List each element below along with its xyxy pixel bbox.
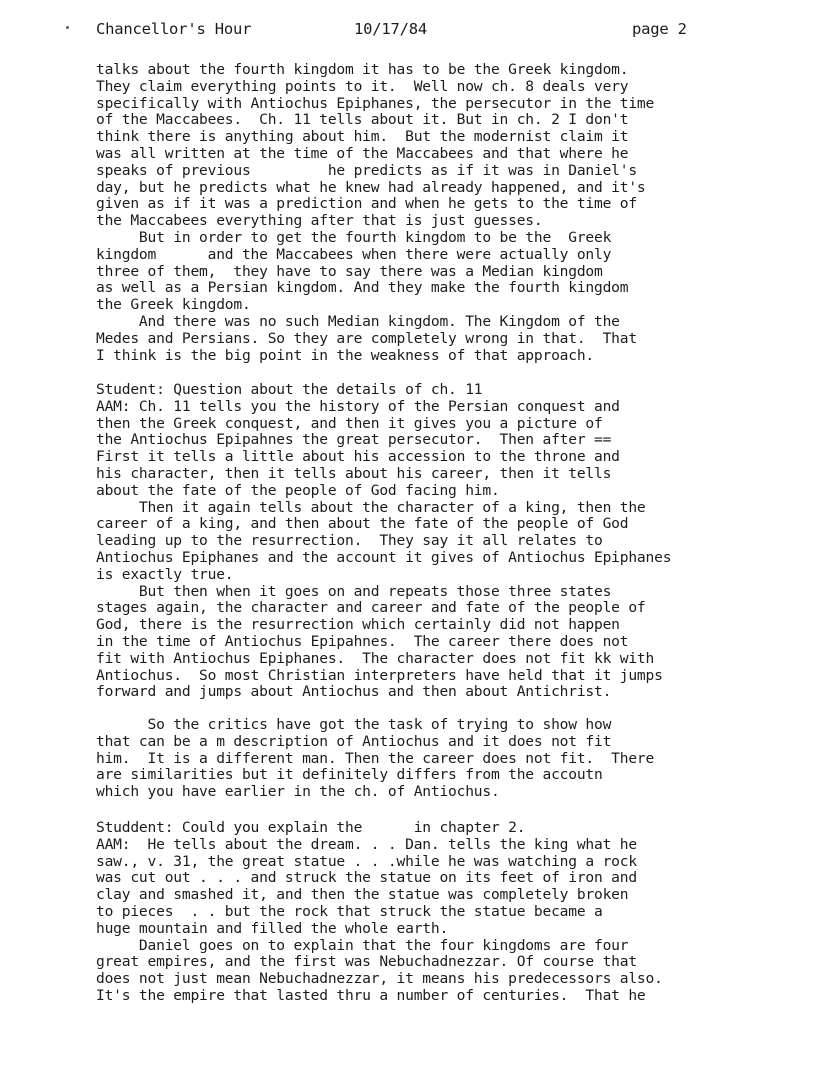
text-line: AAM: Ch. 11 tells you the history of the Persian conquest and xyxy=(96,397,620,415)
text-line: the Greek kingdom. xyxy=(96,296,251,314)
text-line: that can be a m description of Antiochus and it does not fit xyxy=(96,732,612,750)
text-line: specifically with Antiochus Epiphanes, the persecutor in the time xyxy=(96,94,655,112)
paragraph-block-1 xyxy=(96,62,796,364)
header-page-number: page 2 xyxy=(632,20,687,38)
text-line: him. It is a different man. Then the career does not fit. There xyxy=(96,749,655,767)
text-line: was all written at the time of the Maccabees and that where he xyxy=(96,144,629,162)
text-line: is exactly true. xyxy=(96,565,234,583)
text-line: career of a king, and then about the fate of the people of God xyxy=(96,515,629,533)
text-line: God, there is the resurrection which certainly did not happen xyxy=(96,616,620,634)
text-line: as well as a Persian kingdom. And they make the fourth kingdom xyxy=(96,279,629,297)
text-line: his character, then it tells about his career, then it tells xyxy=(96,464,612,482)
text-line: are similarities but it definitely differs from the accoutn xyxy=(96,766,603,784)
text-line: clay and smashed it, and then the statue was completely broken xyxy=(96,886,629,904)
text-line: Student: Question about the details of ch. 11 xyxy=(96,381,483,398)
paragraph-block-4 xyxy=(96,820,796,1005)
text-line: kingdom and the Maccabees when there were actually only xyxy=(96,245,612,263)
text-line: stages again, the character and career and fate of the people of xyxy=(96,599,646,617)
text-line: huge mountain and filled the whole earth. xyxy=(96,919,449,937)
text-line: Daniel goes on to explain that the four kingdoms are four xyxy=(96,936,629,954)
text-line: does not just mean Nebuchadnezzar, it means his predecessors also. xyxy=(96,970,663,988)
page-speck-mark xyxy=(66,26,69,29)
text-line: But then when it goes on and repeats those three states xyxy=(96,582,612,600)
text-line: to pieces . . but the rock that struck the statue became a xyxy=(96,902,603,920)
text-line: the Maccabees everything after that is just guesses. xyxy=(96,212,543,230)
text-line: First it tells a little about his accession to the throne and xyxy=(96,448,620,466)
text-line: Studdent: Could you explain the in chapter 2. xyxy=(96,819,526,836)
text-line: speaks of previous he predicts as if it was in Daniel's xyxy=(96,161,637,179)
text-line: But in order to get the fourth kingdom to be the Greek xyxy=(96,228,612,246)
text-line: forward and jumps about Antiochus and then about Antichrist. xyxy=(96,683,612,701)
text-line: talks about the fourth kingdom it has to be the Greek kingdom. xyxy=(96,61,629,78)
text-line: I think is the big point in the weakness of that approach. xyxy=(96,346,594,364)
text-line: of the Maccabees. Ch. 11 tells about it. But in ch. 2 I don't xyxy=(96,111,629,129)
text-line: AAM: He tells about the dream. . . Dan. tells the king what he xyxy=(96,835,637,853)
text-line: in the time of Antiochus Epipahnes. The career there does not xyxy=(96,632,629,650)
text-line: Medes and Persians. So they are completely wrong in that. That xyxy=(96,329,637,347)
text-line: which you have earlier in the ch. of Antiochus. xyxy=(96,783,500,801)
text-line: Antiochus Epiphanes and the account it gives of Antiochus Epiphanes xyxy=(96,548,672,566)
text-line: So the critics have got the task of trying to show how xyxy=(96,716,612,733)
text-line: was cut out . . . and struck the statue on its feet of iron and xyxy=(96,869,637,887)
text-line: the Antiochus Epipahnes the great persecutor. Then after == xyxy=(96,431,612,449)
text-line: given as if it was a prediction and when he gets to the time of xyxy=(96,195,637,213)
text-line: three of them, they have to say there was a Median kingdom xyxy=(96,262,603,280)
text-line: great empires, and the first was Nebuchadnezzar. Of course that xyxy=(96,953,637,971)
text-line: They claim everything points to it. Well now ch. 8 deals very xyxy=(96,77,629,95)
text-line: fit with Antiochus Epiphanes. The character does not fit kk with xyxy=(96,649,655,667)
text-line: Antiochus. So most Christian interpreters have held that it jumps xyxy=(96,666,663,684)
text-line: think there is anything about him. But the modernist claim it xyxy=(96,128,629,146)
text-line: It's the empire that lasted thru a number of centuries. That he xyxy=(96,986,646,1004)
text-line: Then it again tells about the character of a king, then the xyxy=(96,498,646,516)
page-header xyxy=(96,20,736,40)
text-line: leading up to the resurrection. They say it all relates to xyxy=(96,532,603,550)
header-title: Chancellor's Hour xyxy=(96,20,252,38)
text-line: then the Greek conquest, and then it gives you a picture of xyxy=(96,414,603,432)
text-line: day, but he predicts what he knew had already happened, and it's xyxy=(96,178,646,196)
text-line: about the fate of the people of God facing him. xyxy=(96,481,500,499)
paragraph-block-3 xyxy=(96,717,796,801)
paragraph-block-2 xyxy=(96,382,796,701)
header-date: 10/17/84 xyxy=(354,20,428,38)
text-line: saw., v. 31, the great statue . . .while he was watching a rock xyxy=(96,852,637,870)
text-line: And there was no such Median kingdom. The Kingdom of the xyxy=(96,312,620,330)
